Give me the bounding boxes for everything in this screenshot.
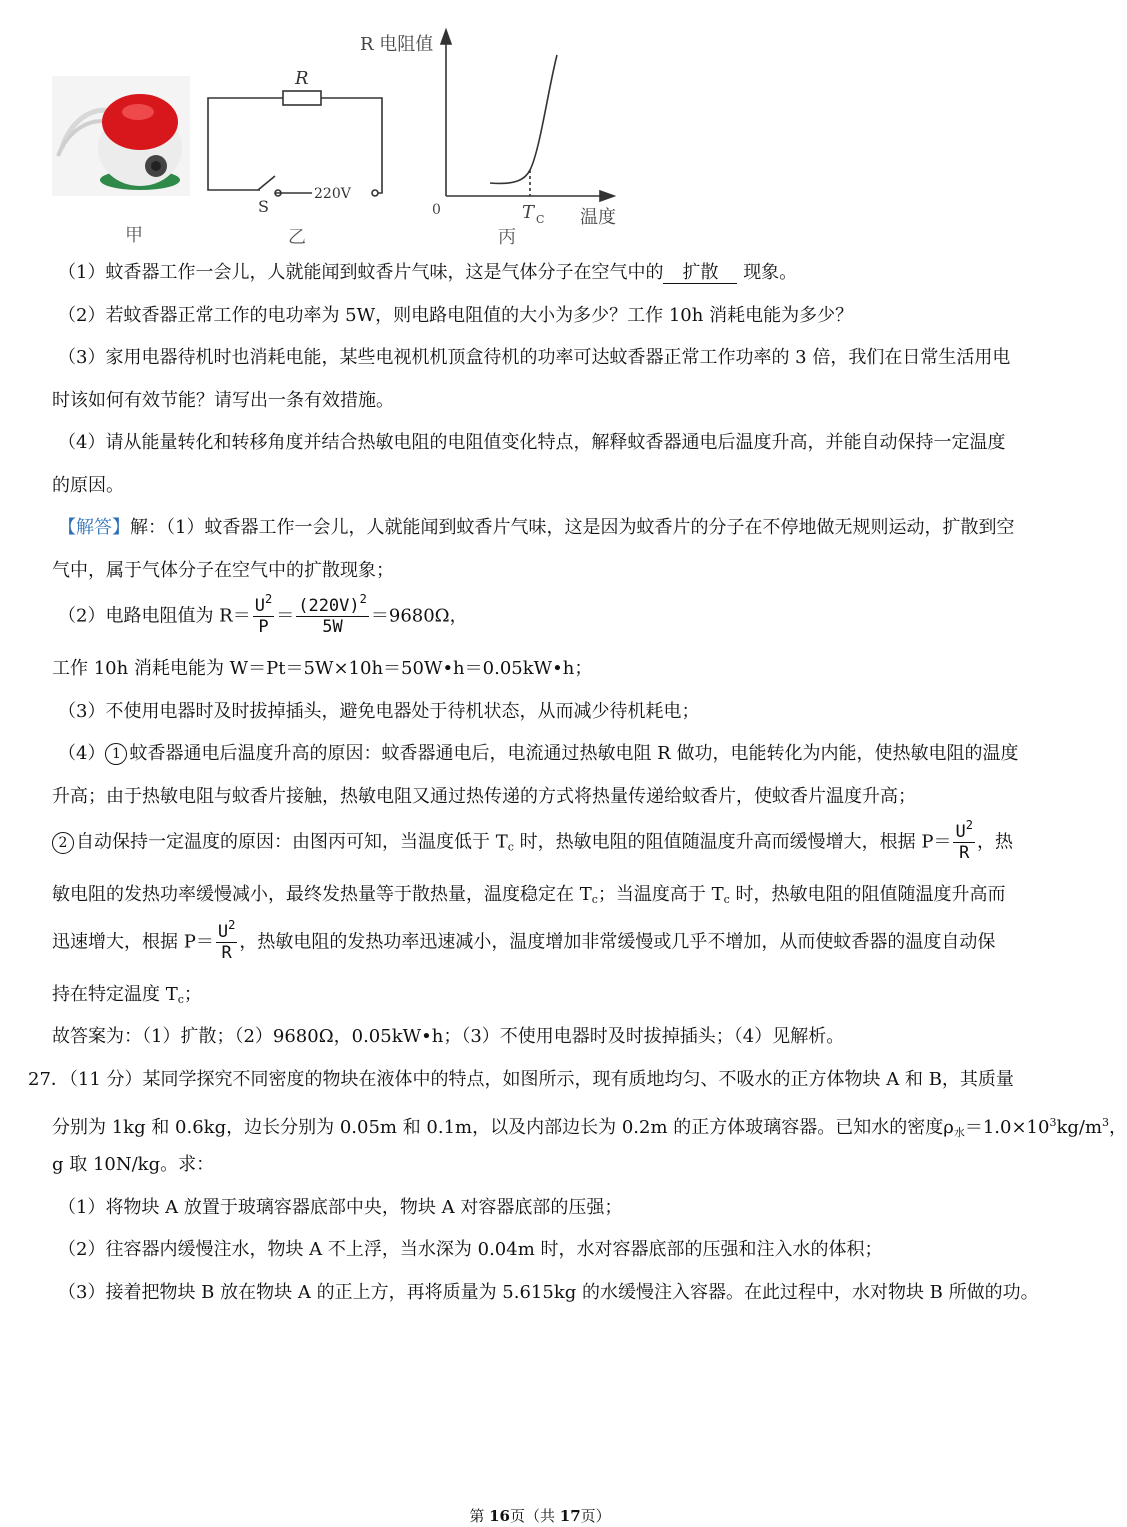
q1-text-end: 现象。	[743, 262, 798, 283]
answer-4-line-5: 迅速增大，根据 P＝ $\frac{U^2}{R}$ ，热敏电阻的发热功率迅速减小，温度增加非常缓慢或几乎不增加，从而使蚊香器的温度自动保	[52, 918, 996, 963]
answer-4-text-1: 蚊香器通电后温度升高的原因：蚊香器通电后，电流通过热敏电阻 R 做功，电能转化为内能，使热敏电阻的温度	[129, 743, 1019, 764]
answer-2-prefix: （2）电路电阻值为 R＝	[58, 605, 251, 627]
answer-line-1	[58, 516, 1014, 540]
x-axis-label: 温度	[580, 207, 616, 228]
q1-blank-answer: 扩散	[663, 263, 737, 284]
answer-tag: 【解答】	[58, 517, 130, 538]
equals-sign: ＝	[276, 605, 295, 627]
q3-line-2: 时该如何有效节能？请写出一条有效措施。	[52, 390, 394, 411]
q4-line-2: 的原因。	[52, 475, 124, 496]
q27-sub-3: （3）接着把物块 B 放在物块 A 的正上方，再将质量为 5.615kg 的水缓慢注入容器。在此过程中，水对物块 B 所做的功。	[58, 1282, 1039, 1303]
q2-line: （2）若蚊香器正常工作的电功率为 5W，则电路电阻值的大小为多少？工作 10h 消耗电能为多少？	[58, 305, 854, 326]
answer-text: 解：（1）蚊香器工作一会儿，人就能闻到蚊香片气味，这是因为蚊香片的分子在不停地做无规则运动，扩散到空	[130, 517, 1015, 538]
switch-label: S	[258, 197, 269, 216]
answer-2-result: ＝9680Ω，	[370, 605, 468, 627]
answer-2-line	[58, 592, 468, 637]
resistor-label: R	[295, 68, 309, 89]
total-pages: 17	[559, 1507, 581, 1525]
fraction-u2-over-r-2: $\frac{U^2}{R}$	[217, 918, 236, 963]
circled-number-1: 1	[105, 743, 127, 765]
figures	[0, 0, 1080, 255]
tc-subscript: C	[536, 213, 545, 226]
page-footer: 第 16页（共 17页）	[469, 1507, 611, 1525]
q27-sub-1: （1）将物块 A 放置于玻璃容器底部中央，物块 A 对容器底部的压强；	[58, 1197, 623, 1218]
q27-line-1: 27．（11 分）某同学探究不同密度的物块在液体中的特点，如图所示，现有质地均匀、不吸水的正方体物块 A 和 B，其质量	[28, 1069, 1014, 1090]
circled-number-2: 2	[52, 832, 74, 854]
q1-line	[58, 261, 797, 285]
answer-2-energy: 工作 10h 消耗电能为 W＝Pt＝5W×10h＝50W•h＝0.05kW•h；	[52, 658, 593, 679]
q27-sub-2: （2）往容器内缓慢注水，物块 A 不上浮，当水深为 0.04m 时，水对容器底部的压强和注入水的体积；	[58, 1239, 883, 1260]
q4-line-1: （4）请从能量转化和转移角度并结合热敏电阻的电阻值变化特点，解释蚊香器通电后温度升高，并能自动保持一定温度	[58, 432, 1006, 453]
q27-line-2: 分别为 1kg 和 0.6kg，边长分别为 0.05m 和 0.1m，以及内部边长为 0.2m 的正方体玻璃容器。已知水的密度$\rho_水=1.0\times 10^3kg/m^3$，	[52, 1116, 1127, 1139]
answer-4-prefix: （4）	[58, 743, 106, 764]
answer-3-line: （3）不使用电器时及时拔掉插头，避免电器处于待机状态，从而减少待机耗电；	[58, 701, 700, 722]
answer-4-line-3: 2 自动保持一定温度的原因：由图丙可知，当温度低于 $T_c$ 时，热敏电阻的阻值随温度升高而缓慢增大，根据 P＝ $\frac{U^2}{R}$ ，热	[52, 822, 1013, 863]
answer-4-line-1	[58, 742, 1018, 766]
fig-jia-label: 甲	[125, 225, 143, 246]
device-photo	[52, 76, 190, 196]
fraction-220v-over-5w: $\frac{(220V)^2}{5W}$	[298, 592, 367, 637]
y-axis-label: R 电阻值	[360, 34, 434, 55]
answer-line-2: 气中，属于气体分子在空气中的扩散现象；	[52, 560, 394, 581]
page-number: 16	[489, 1507, 510, 1525]
q1-text: （1）蚊香器工作一会儿，人就能闻到蚊香片气味，这是气体分子在空气中的	[58, 262, 664, 283]
fig-yi-label: 乙	[288, 227, 306, 248]
fig-bing-label: 丙	[498, 227, 516, 248]
circuit-diagram	[208, 91, 382, 196]
fraction-u2-over-r: $\frac{U^2}{R}$	[955, 818, 973, 863]
q27-line-3: g 取 10N/kg。求：	[52, 1154, 215, 1175]
fraction-u2-over-p: $\frac{U^2}{P}$	[254, 592, 273, 637]
q3-line-1: （3）家用电器待机时也消耗电能，某些电视机机顶盒待机的功率可达蚊香器正常工作功率的 3 倍，我们在日常生活用电	[58, 347, 1011, 368]
answer-4-line-6: 持在特定温度 $T_c$；	[52, 984, 202, 1006]
tc-label: T	[522, 202, 535, 223]
origin-label: 0	[432, 202, 441, 218]
answer-4-line-2: 升高；由于热敏电阻与蚊香片接触，热敏电阻又通过热传递的方式将热量传递给蚊香片，使蚊香片温度升高；	[52, 786, 916, 807]
voltage-label: 220V	[314, 186, 351, 202]
resistance-temperature-graph	[441, 30, 614, 201]
final-answer: 故答案为：（1）扩散；（2）9680Ω，0.05kW•h；（3）不使用电器时及时拔掉插头；（4）见解析。	[52, 1026, 845, 1047]
answer-4-line-4: 敏电阻的发热功率缓慢减小，最终发热量等于散热量，温度稳定在 $T_c$；当温度高于 $T_c$ 时，热敏电阻的阻值随温度升高而	[52, 884, 1006, 906]
